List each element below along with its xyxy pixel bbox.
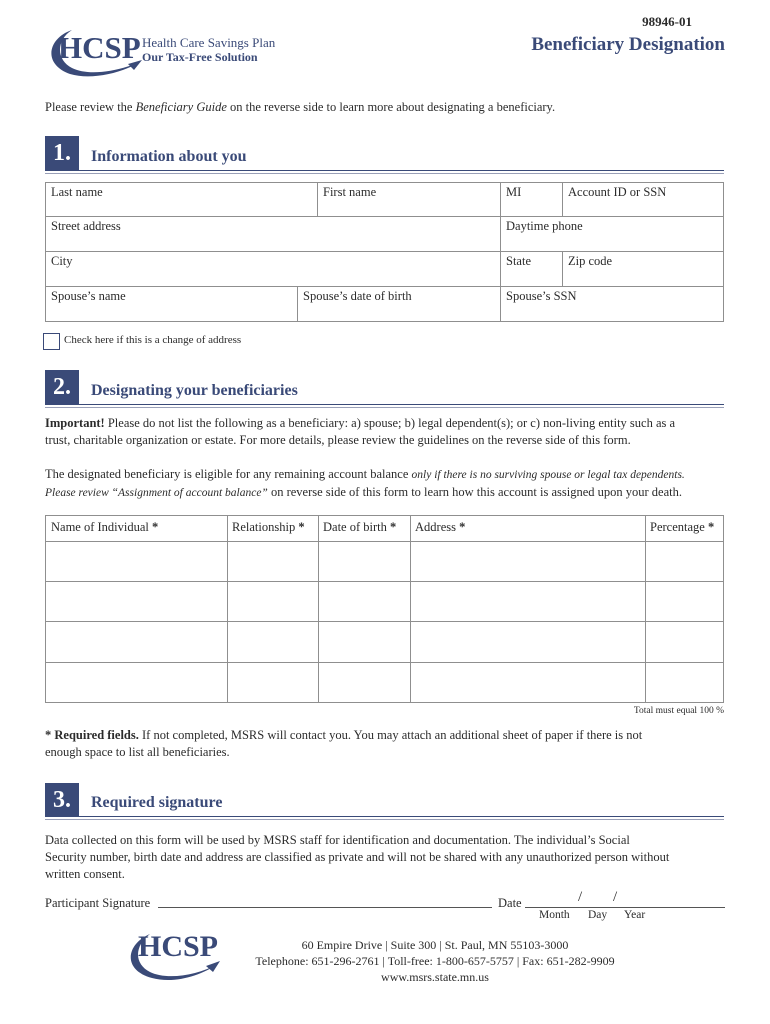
day-label: Day <box>588 909 608 921</box>
date-line[interactable] <box>525 907 725 908</box>
section-2-number: 2. <box>45 370 79 404</box>
first-name-label: First name <box>323 185 377 199</box>
assignment-reference: Please review “Assignment of account balance” <box>45 487 268 499</box>
plan-name: Health Care Savings Plan <box>142 35 276 50</box>
required-star: * <box>152 520 159 534</box>
section-3-number: 3. <box>45 783 79 817</box>
section-2-title: Designating your beneficiaries <box>91 382 298 399</box>
section-3-title: Required signature <box>91 794 223 811</box>
beneficiary-row-3[interactable] <box>46 622 723 663</box>
beneficiary-row-2[interactable] <box>46 582 723 622</box>
city-label: City <box>51 254 73 268</box>
section-3-rule-2 <box>45 819 724 820</box>
section-2-rule-2 <box>45 407 724 408</box>
signature-line[interactable] <box>158 907 492 908</box>
spouse-dob-field[interactable] <box>297 286 501 322</box>
city-field[interactable] <box>45 251 501 287</box>
beneficiary-table <box>45 515 724 703</box>
important-label: Important! <box>45 416 105 430</box>
signature-label: Participant Signature <box>45 896 151 910</box>
form-number: 98946-01 <box>642 14 692 29</box>
col-header-name-text: Name of Individual <box>51 520 149 534</box>
privacy-line-3: written consent. <box>45 867 125 881</box>
daytime-phone-field[interactable] <box>500 216 724 252</box>
required-star: * <box>298 520 305 534</box>
zip-code-label: Zip code <box>568 254 613 268</box>
mi-field[interactable] <box>500 182 563 217</box>
col-header-relationship <box>232 520 305 535</box>
mi-label: MI <box>506 185 522 199</box>
date-label: Date <box>498 896 522 910</box>
section-1-title: Information about you <box>91 148 247 165</box>
footer-logo-text: HCSP <box>138 930 219 963</box>
assignment-text: on reverse side of this form to learn how this account is assigned upon your death. <box>267 485 682 499</box>
required-line-2: enough space to list all beneficiaries. <box>45 745 230 759</box>
important-line-2: trust, charitable organization or estate. For more details, please review the guidelines on the reverse side of this form. <box>45 433 631 447</box>
col-header-name <box>51 520 158 535</box>
col-header-relationship-text: Relationship <box>232 520 296 534</box>
eligibility-text: The designated beneficiary is eligible for any remaining account balance <box>45 467 412 481</box>
spouse-ssn-field[interactable] <box>500 286 724 322</box>
intro-text-before: Please review the <box>45 100 136 114</box>
col-header-address-text: Address <box>415 520 456 534</box>
first-name-field[interactable] <box>317 182 501 217</box>
section-1-rule <box>45 170 724 171</box>
state-field[interactable] <box>500 251 563 287</box>
section-1-rule-2 <box>45 173 724 174</box>
date-slash-2: / <box>613 889 618 905</box>
beneficiary-row-4[interactable] <box>46 663 723 702</box>
street-address-field[interactable] <box>45 216 501 252</box>
section-3-rule <box>45 816 724 817</box>
zip-code-field[interactable] <box>562 251 724 287</box>
spouse-name-label: Spouse’s name <box>51 289 126 303</box>
account-id-label: Account ID or SSN <box>568 185 667 199</box>
logo-text: HCSP <box>58 30 141 65</box>
spouse-dob-label: Spouse’s date of birth <box>303 289 412 303</box>
total-note: Total must equal 100 % <box>633 706 724 716</box>
col-header-address <box>415 520 465 535</box>
street-address-label: Street address <box>51 219 121 233</box>
last-name-label: Last name <box>51 185 103 199</box>
account-id-field[interactable] <box>562 182 724 217</box>
eligibility-notice <box>45 466 735 502</box>
footer-phones: Telephone: 651-296-2761 | Toll-free: 1-800-657-5757 | Fax: 651-282-9909 <box>255 954 615 968</box>
date-slash-1: / <box>578 889 583 905</box>
required-fields-note <box>45 727 735 761</box>
eligibility-condition: only if there is no surviving spouse or legal tax dependents. <box>411 469 685 481</box>
intro-text <box>45 100 555 115</box>
col-header-dob-text: Date of birth <box>323 520 387 534</box>
state-label: State <box>506 254 531 268</box>
col-header-percentage-text: Percentage <box>650 520 705 534</box>
col-header-percentage <box>650 520 714 535</box>
data-privacy-notice <box>45 832 745 883</box>
change-of-address-checkbox[interactable] <box>43 333 60 350</box>
form-title: Beneficiary Designation <box>531 34 725 55</box>
important-notice <box>45 415 735 449</box>
required-star: * <box>459 520 466 534</box>
footer-website[interactable]: www.msrs.state.mn.us <box>381 970 489 984</box>
last-name-field[interactable] <box>45 182 318 217</box>
required-line-1: If not completed, MSRS will contact you. You may attach an additional sheet of paper if there is not <box>138 728 643 742</box>
footer-address: 60 Empire Drive | Suite 300 | St. Paul, MN 55103-3000 <box>301 938 569 952</box>
beneficiary-row-1[interactable] <box>46 542 723 582</box>
spouse-name-field[interactable] <box>45 286 298 322</box>
privacy-line-1: Data collected on this form will be used by MSRS staff for identification and documentation. The individual’s Social <box>45 833 630 847</box>
section-2-rule <box>45 404 724 405</box>
required-star: * <box>707 520 715 534</box>
important-line-1: Please do not list the following as a beneficiary: a) spouse; b) legal dependent(s); or c) non-living entity such as a <box>104 416 676 430</box>
spouse-ssn-label: Spouse’s SSN <box>506 289 577 303</box>
required-star: * <box>390 520 397 534</box>
change-of-address-label: Check here if this is a change of address <box>64 334 242 346</box>
plan-tagline: Our Tax-Free Solution <box>142 50 258 64</box>
intro-text-after: on the reverse side to learn more about designating a beneficiary. <box>226 100 556 114</box>
privacy-line-2: Security number, birth date and address are classified as private and will not be shared with any unauthorized person without <box>45 850 670 864</box>
month-label: Month <box>539 909 570 921</box>
col-header-dob <box>323 520 396 535</box>
year-label: Year <box>624 909 646 921</box>
section-1-number: 1. <box>45 136 79 170</box>
beneficiary-guide-ref: Beneficiary Guide <box>135 100 227 114</box>
required-fields-label: * Required fields. <box>45 728 139 742</box>
daytime-phone-label: Daytime phone <box>506 219 583 233</box>
